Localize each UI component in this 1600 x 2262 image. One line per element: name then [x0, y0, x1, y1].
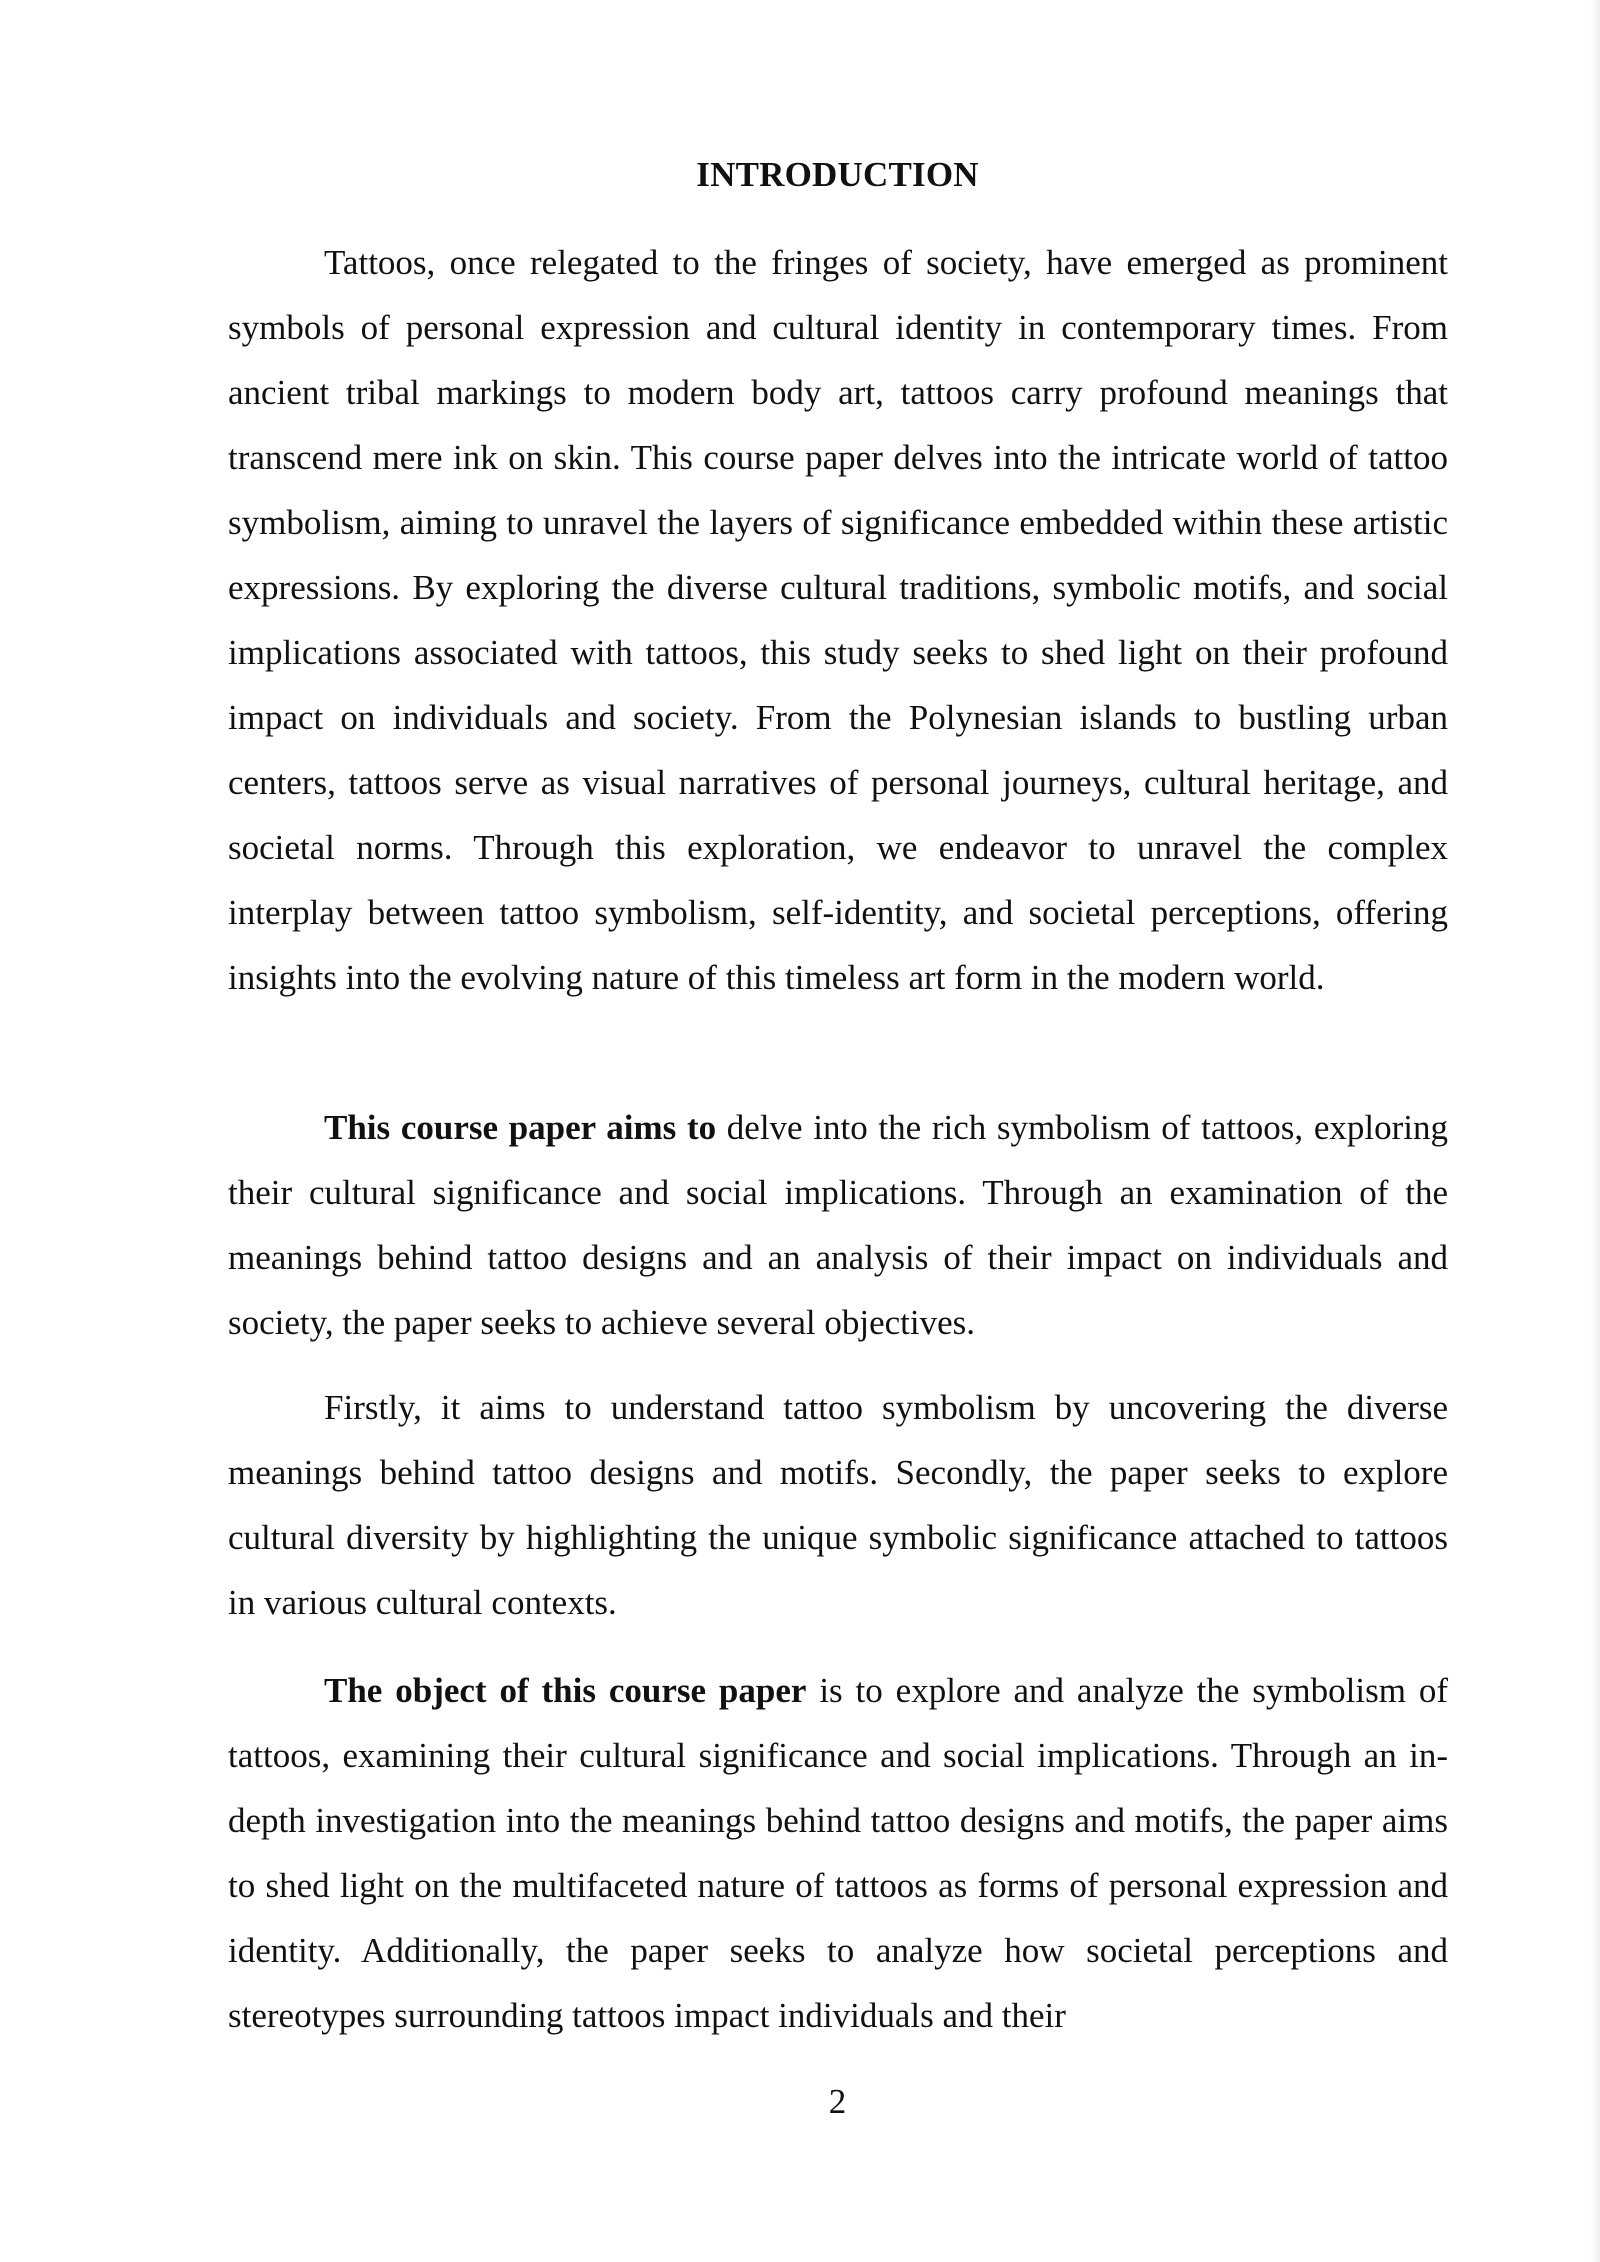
object-paragraph-text: is to explore and analyze the symbolism of tattoos, examining their cultural significance and social implications. Through an in-depth investigation into the meanings behind tattoo designs and motifs, the paper aims to shed light on the multifaceted nature of tattoos as forms of personal expression and identity. Additionally, the paper seeks to analyze how societal perceptions and stereotypes surrounding tattoos impact individuals and their	[228, 1671, 1448, 2035]
intro-paragraph-text: Tattoos, once relegated to the fringes of society, have emerged as prominent symbols of personal expression and cultural identity in contemporary times. From ancient tribal markings to modern body art, tattoos carry profound meanings that transcend mere ink on skin. This course paper delves into the intricate world of tattoo symbolism, aiming to unravel the layers of significance embedded within these artistic expressions. By exploring the diverse cultural traditions, symbolic motifs, and social implications associated with tattoos, this study seeks to shed light on their profound impact on individuals and society. From the Polynesian islands to bustling urban centers, tattoos serve as visual narratives of personal journeys, cultural heritage, and societal norms. Through this exploration, we endeavor to unravel the complex interplay between tattoo symbolism, self-identity, and societal perceptions, offering insights into the evolving nature of this timeless art form in the modern world.	[228, 243, 1448, 997]
section-heading: INTRODUCTION	[696, 155, 979, 194]
aims-paragraph-lead: This course paper aims to	[324, 1108, 717, 1147]
objectives-paragraph-text: Firstly, it aims to understand tattoo symbolism by uncovering the diverse meanings behind tattoo designs and motifs. Secondly, the paper seeks to explore cultural diversity by highlighting the unique symbolic significance attached to tattoos in various cultural contexts.	[228, 1388, 1448, 1622]
intro-paragraph	[228, 230, 1448, 1010]
page-edge-shadow	[1590, 0, 1600, 2262]
page-number: 2	[828, 2082, 847, 2121]
object-paragraph	[228, 1658, 1448, 2048]
object-paragraph-lead: The object of this course paper	[324, 1671, 807, 1710]
aims-paragraph	[228, 1095, 1448, 1355]
aims-paragraph-text: delve into the rich symbolism of tattoos, exploring their cultural significance and social implications. Through an examination of the meanings behind tattoo designs and an analysis of their impact on individuals and society, the paper seeks to achieve several objectives.	[228, 1108, 1448, 1342]
objectives-paragraph	[228, 1375, 1448, 1635]
